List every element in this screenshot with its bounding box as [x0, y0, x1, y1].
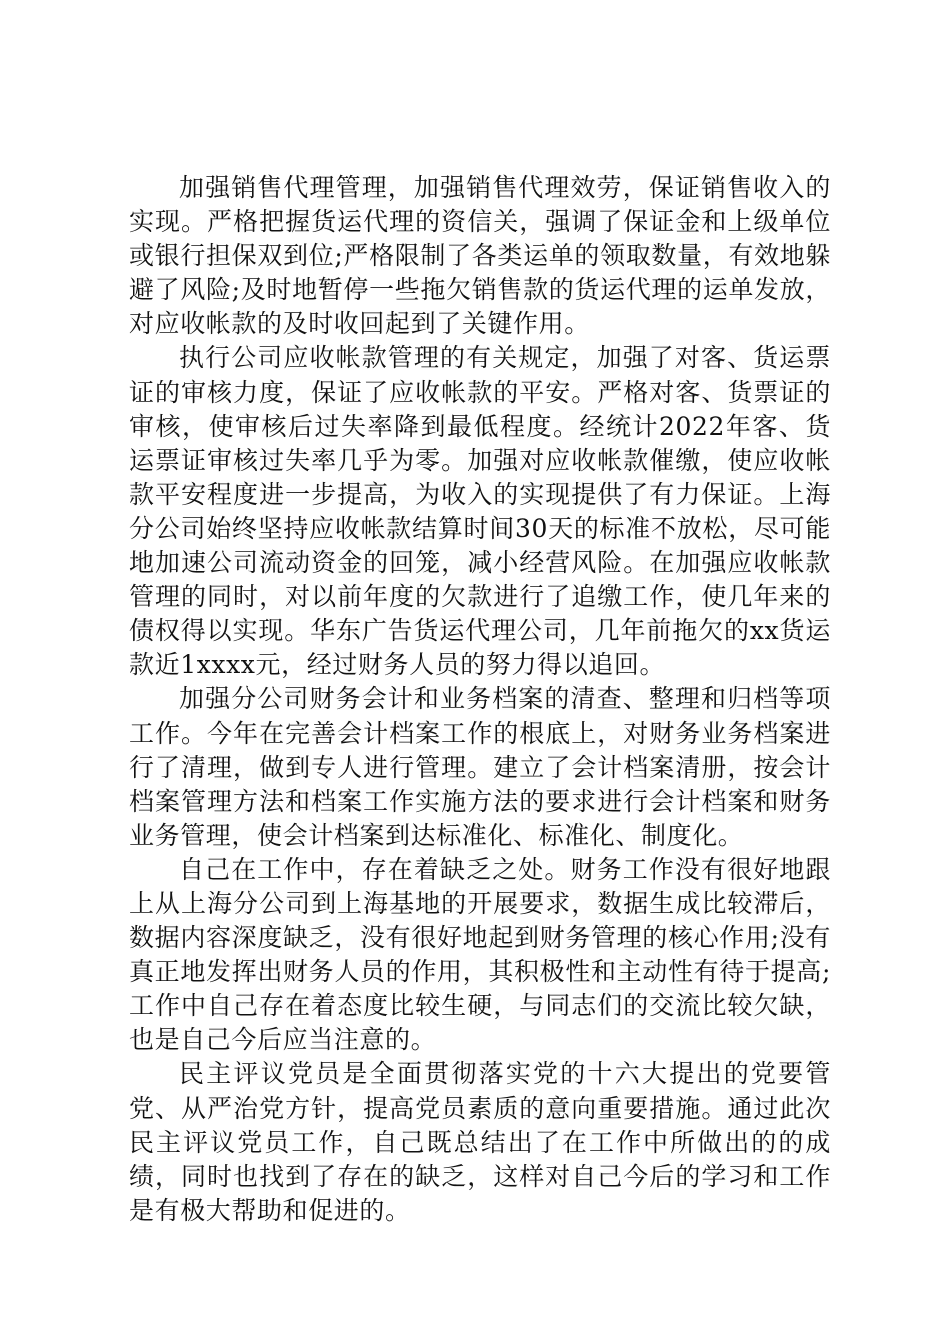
paragraph-receivables: 执行公司应收帐款管理的有关规定，加强了对客、货运票证的审核力度，保证了应收帐款的平安。严格对客、货票证的审核，使审核后过失率降到最低程度。经统计2022年客、货运票证审核过失率几乎为零。加强对应收帐款催缴，使应收帐款平安程度进一步提高，为收入的实现提供了有力保证。上海分公司始终坚持应收帐款结算时间30天的标准不放松，尽可能地加速公司流动资金的回笼，减小经营风险。在加强应收帐款管理的同时，对以前年度的欠款进行了追缴工作，使几年来的债权得以实现。华东广告货运代理公司，几年前拖欠的xx货运款近1xxxx元，经过财务人员的努力得以追回。: [129, 343, 831, 680]
paragraph-archives: 加强分公司财务会计和业务档案的清查、整理和归档等项工作。今年在完善会计档案工作的根底上，对财务业务档案进行了清理，做到专人进行管理。建立了会计档案清册，按会计档案管理方法和档案工作实施方法的要求进行会计档案和财务业务管理，使会计档案到达标准化、标准化、制度化。: [129, 684, 831, 850]
paragraph-shortcomings: 自己在工作中，存在着缺乏之处。财务工作没有很好地跟上从上海分公司到上海基地的开展要求，数据生成比较滞后，数据内容深度缺乏，没有很好地起到财务管理的核心作用;没有真正地发挥出财务人员的作用，其积极性和主动性有待于提高;工作中自己存在着态度比较生硬，与同志们的交流比较欠缺，也是自己今后应当注意的。: [129, 854, 831, 1055]
paragraph-party-evaluation: 民主评议党员是全面贯彻落实党的十六大提出的党要管党、从严治党方针，提高党员素质的意向重要措施。通过此次民主评议党员工作，自己既总结出了在工作中所做出的的成绩，同时也找到了存在的缺乏，这样对自己今后的学习和工作是有极大帮助和促进的。: [129, 1059, 831, 1225]
document-body: [129, 171, 831, 1228]
paragraph-sales-agency: 加强销售代理管理，加强销售代理效劳，保证销售收入的实现。严格把握货运代理的资信关，强调了保证金和上级单位或银行担保双到位;严格限制了各类运单的领取数量，有效地躲避了风险;及时地暂停一些拖欠销售款的货运代理的运单发放，对应收帐款的及时收回起到了关键作用。: [129, 173, 831, 339]
